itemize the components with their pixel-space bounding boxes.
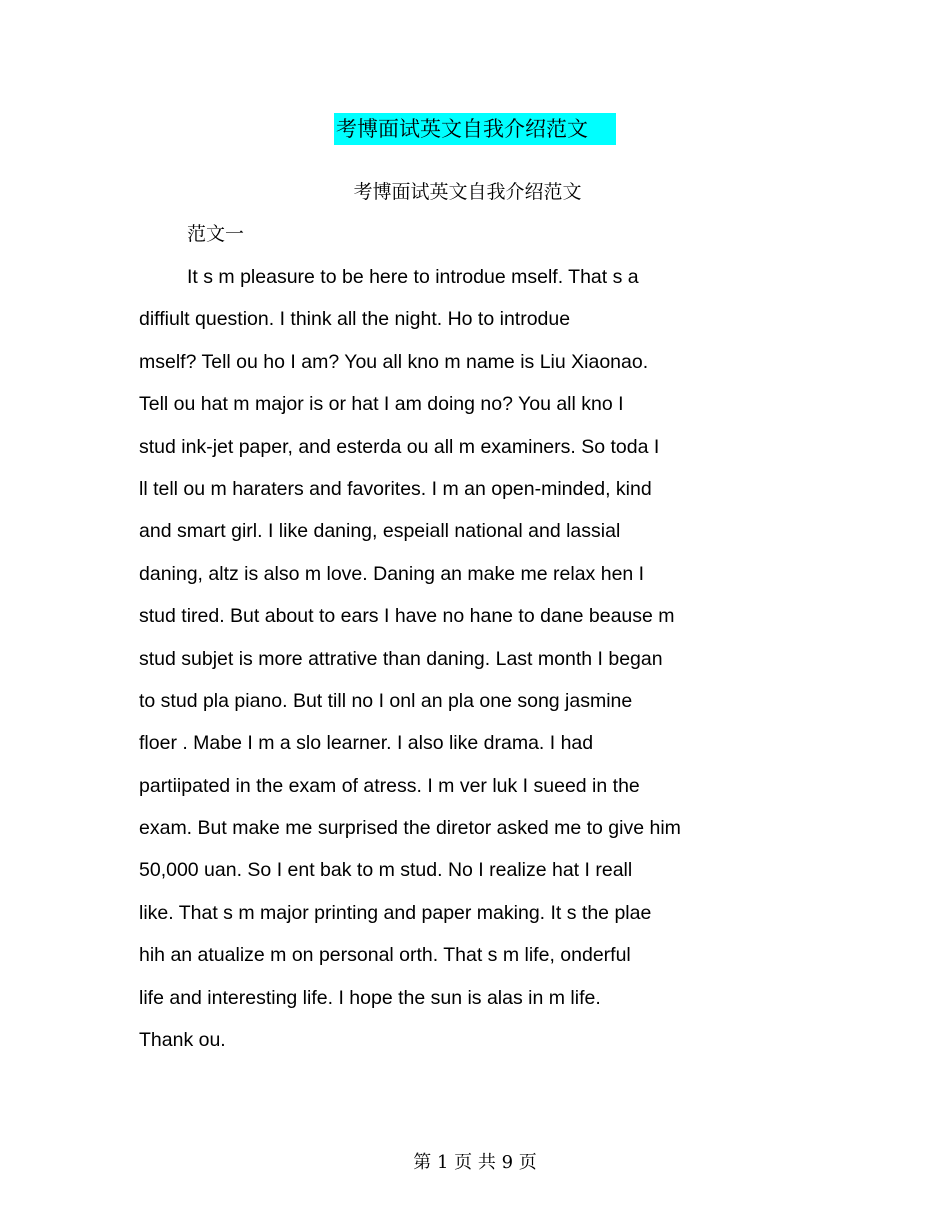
body-line: stud subjet is more attrative than daning. Last month I began	[139, 647, 663, 670]
body-line: Thank ou.	[139, 1029, 226, 1052]
title-container	[0, 113, 950, 145]
body-line: stud tired. But about to ears I have no hane to dane beause m	[139, 605, 675, 628]
body-line: Tell ou hat m major is or hat I am doing no? You all kno I	[139, 393, 624, 416]
body-line: life and interesting life. I hope the sun is alas in m life.	[139, 986, 601, 1009]
document-title: 考博面试英文自我介绍范文	[334, 113, 616, 145]
page-footer: 第 1 页 共 9 页	[413, 1152, 537, 1173]
body-text	[139, 263, 739, 1068]
body-line: daning, altz is also m love. Daning an make me relax hen I	[139, 562, 645, 585]
body-line: stud ink-jet paper, and esterda ou all m examiners. So toda I	[139, 435, 660, 458]
body-line: diffiult question. I think all the night. Ho to introdue	[139, 308, 571, 331]
body-line: 50,000 uan. So I ent bak to m stud. No I realize hat I reall	[139, 859, 633, 882]
body-line: exam. But make me surprised the diretor asked me to give him	[139, 817, 681, 840]
body-line: It s m pleasure to be here to introdue mself. That s a	[187, 266, 639, 288]
body-line: floer . Mabe I m a slo learner. I also like drama. I had	[139, 732, 594, 755]
body-line: partiipated in the exam of atress. I m ver luk I sueed in the	[139, 774, 640, 797]
body-line: ll tell ou m haraters and favorites. I m an open-minded, kind	[139, 477, 652, 500]
body-line: hih an atualize m on personal orth. That s m life, onderful	[139, 944, 631, 967]
section-label: 范文一	[187, 223, 245, 245]
body-line: like. That s m major printing and paper making. It s the plae	[139, 901, 652, 924]
body-line: mself? Tell ou ho I am? You all kno m name is Liu Xiaonao.	[139, 350, 649, 373]
body-line: and smart girl. I like daning, espeiall national and lassial	[139, 520, 621, 543]
document-subtitle: 考博面试英文自我介绍范文	[353, 181, 582, 203]
body-line: to stud pla piano. But till no I onl an pla one song jasmine	[139, 689, 633, 712]
